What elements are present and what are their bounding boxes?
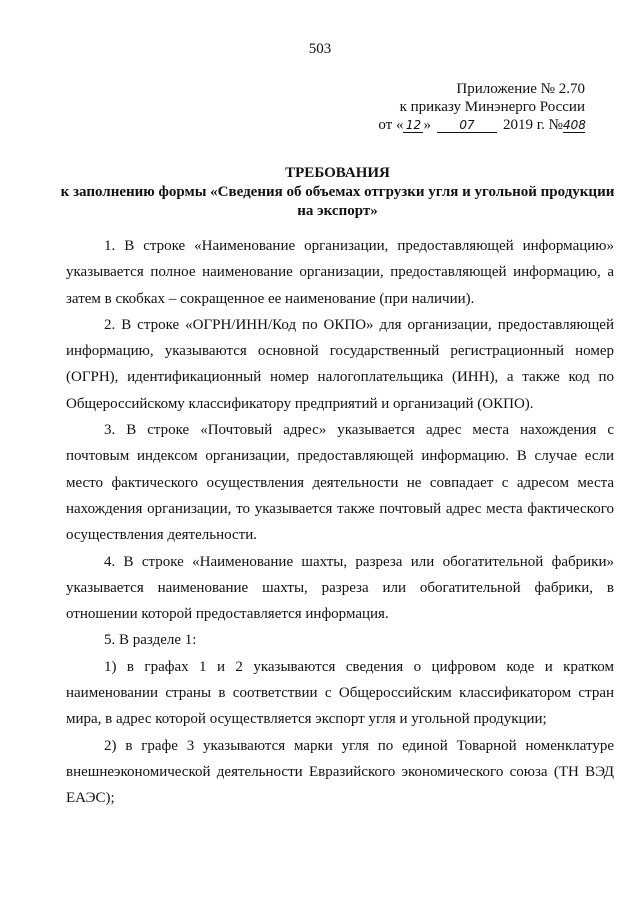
document-title: ТРЕБОВАНИЯ [285,165,390,181]
date-month-handwritten: 07 [437,118,497,133]
document-subtitle: к заполнению формы «Сведения об объемах отгрузки угля и угольной продукции на экспорт» [60,184,615,219]
paragraph-3: 3. В строке «Почтовый адрес» указывается адрес места нахождения с почтовым индексом организации, предоставляющей информацию. В случае если место фактического осуществления деятельности не совпадает с адресом места нахождения организации, то указывается также почтовый адрес места фактического осуществления деятельности. [66,422,614,544]
appendix-order-reference: к приказу Минэнерго России [399,99,585,115]
document-body [66,233,614,812]
paragraph-5-item-2: 2) в графе 3 указываются марки угля по единой Товарной номенклатуре внешнеэкономической деятельности Евразийского экономического союза (ТН ВЭД ЕАЭС); [66,737,614,807]
paragraph-1: 1. В строке «Наименование организации, предоставляющей информацию» указывается полное наименование организации, предоставляющей информацию, а затем в скобках – сокращенное ее наименование (при наличии). [66,238,614,307]
order-number-handwritten: 408 [563,118,586,132]
date-year: 2019 г. № [502,117,563,133]
appendix-date-line [378,116,585,134]
paragraph-5: 5. В разделе 1: [104,632,197,649]
page-number: 503 [308,41,332,57]
date-day-handwritten: 12 [403,118,423,133]
paragraph-5-item-1: 1) в графах 1 и 2 указываются сведения о цифровом коде и кратком наименовании страны в соответствии с Общероссийским классификатором стран мира, в адрес которой осуществляется экспорт угля и угольной продукции; [66,658,614,728]
paragraph-2: 2. В строке «ОГРН/ИНН/Код по ОКПО» для организации, предоставляющей информацию, указываются основной государственный регистрационный номер (ОГРН), идентификационный номер налогоплательщика (ИНН), а также код по Общероссийскому классификатору предприятий и организаций (ОКПО). [66,316,614,412]
document-title-block [60,164,615,221]
date-prefix: от « [378,117,404,133]
appendix-title: Приложение № 2.70 [456,81,585,97]
appendix-block [378,80,585,134]
paragraph-4: 4. В строке «Наименование шахты, разреза или обогатительной фабрики» указывается наименование шахты, разреза или обогатительной фабрики, в отношении которой предоставляется информация. [66,553,614,623]
date-quote-close: » [423,117,431,133]
